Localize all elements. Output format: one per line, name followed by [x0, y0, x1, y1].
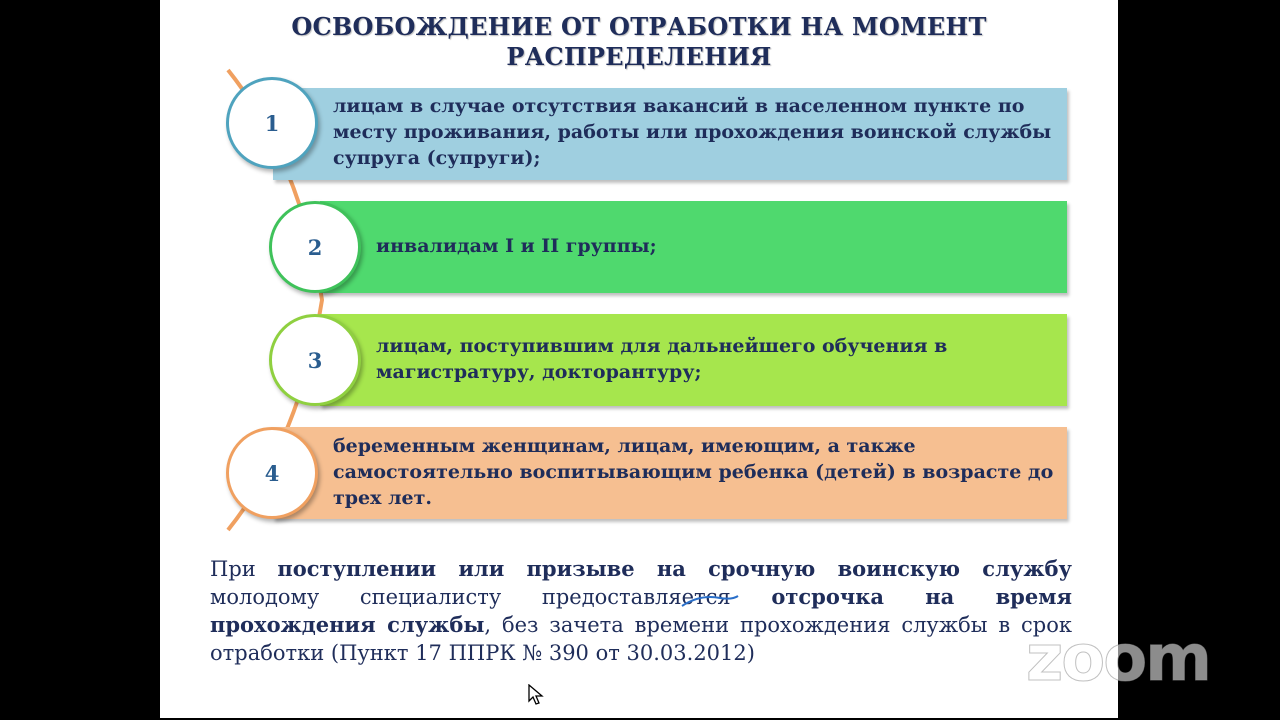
- item-number-1: [226, 77, 318, 169]
- item-text-4: беременным женщинам, лицам, имеющим, а также самостоятельно воспитывающим ребенка (детей) в возрасте до трех лет.: [333, 435, 1054, 509]
- item-text-2: инвалидам I и II группы;: [376, 235, 657, 257]
- item-number-1-label: 1: [264, 110, 280, 136]
- item-text-3: лицам, поступившим для дальнейшего обучения в магистратуру, докторантуру;: [376, 335, 948, 383]
- mouse-cursor-icon: [528, 684, 544, 706]
- item-text-1: лицам в случае отсутствия вакансий в населенном пункте по месту проживания, работы или прохождения воинской службы супруга (супруги);: [333, 95, 1052, 169]
- slide: [160, 0, 1118, 718]
- bottom-paragraph: [210, 555, 1072, 667]
- item-number-2-label: 2: [307, 234, 323, 260]
- bottom-text-3: , без зачета времени прохождения службы в срок отработки (Пункт 17 ППРК № 390 от 30.03.2012): [210, 613, 1072, 665]
- bottom-text-1: При: [210, 557, 278, 581]
- item-number-4: [226, 427, 318, 519]
- ink-annotation: [680, 590, 740, 610]
- slide-title-line1: ОСВОБОЖДЕНИЕ ОТ ОТРАБОТКИ НА МОМЕНТ: [291, 12, 987, 41]
- bottom-bold-2: отсрочка на время прохождения службы: [210, 584, 1072, 637]
- item-number-2: [269, 201, 361, 293]
- item-number-3-label: 3: [307, 347, 323, 373]
- bottom-text-2: молодому специалисту предоставляется: [210, 585, 772, 609]
- item-number-4-label: 4: [264, 460, 280, 486]
- zoom-watermark: zoom: [1026, 622, 1210, 696]
- bottom-bold-1: поступлении или призыве на срочную воинскую службу: [277, 556, 1072, 581]
- item-number-3: [269, 314, 361, 406]
- slide-title-line2: РАСПРЕДЕЛЕНИЯ: [506, 42, 772, 71]
